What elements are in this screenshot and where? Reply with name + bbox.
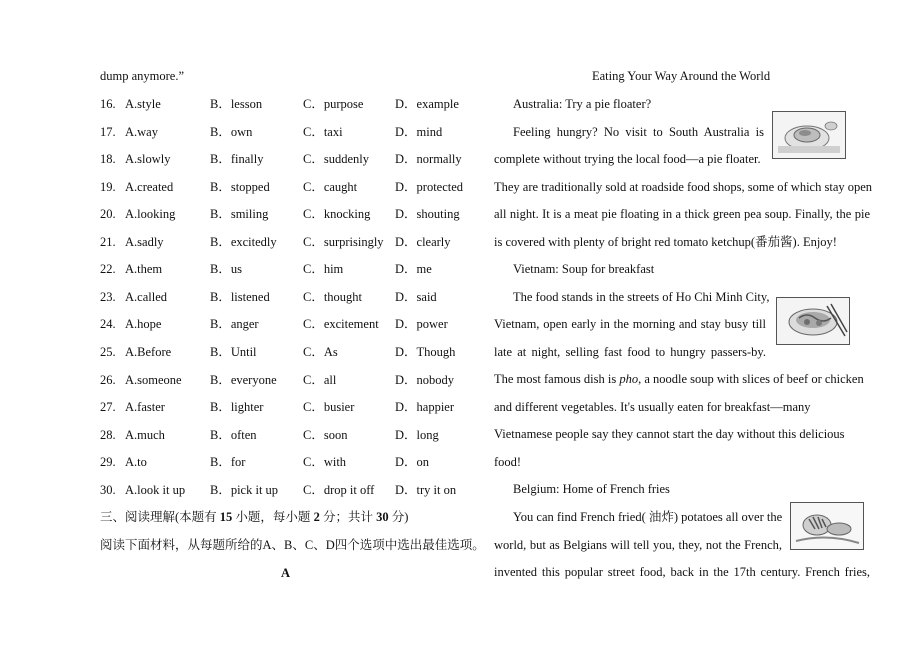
option-d: D．shouting: [395, 207, 460, 221]
body-line: Vietnamese people say they cannot start the day without this delicious: [494, 427, 845, 441]
question-number: 23.: [100, 290, 116, 304]
question-number: 17.: [100, 125, 116, 139]
body-line: Feeling hungry? No visit to South Australia is: [513, 125, 764, 139]
option-d: D．try it on: [395, 483, 457, 497]
option-a: A.style: [125, 97, 161, 111]
option-d: D．Though: [395, 345, 456, 359]
option-a: A.much: [125, 428, 165, 442]
question-number: 27.: [100, 400, 116, 414]
option-a: A.faster: [125, 400, 165, 414]
body-line: food!: [494, 455, 522, 469]
option-d: D．example: [395, 97, 459, 111]
option-b: B．Until: [210, 345, 257, 359]
option-c: C．purpose: [303, 97, 364, 111]
question-number: 30.: [100, 483, 116, 497]
option-a: A.Before: [125, 345, 172, 359]
option-c: C．suddenly: [303, 152, 369, 166]
question-number: 25.: [100, 345, 116, 359]
section-prefix: 三、阅读理解(本题有: [100, 510, 217, 524]
option-a: A.them: [125, 262, 163, 276]
option-c: C．excitement: [303, 317, 379, 331]
french-fries-image: [790, 502, 864, 550]
body-line: is covered with plenty of bright red tomato ketchup(番茄酱). Enjoy!: [494, 235, 837, 249]
belgium-heading: Belgium: Home of French fries: [513, 482, 670, 496]
section-heading: [100, 509, 408, 525]
question-number: 29.: [100, 455, 116, 469]
option-b: B．pick it up: [210, 483, 279, 497]
option-c: C．surprisingly: [303, 235, 384, 249]
option-d: D．power: [395, 317, 448, 331]
body-line: and different vegetables. It's usually eaten for breakfast—many: [494, 400, 811, 414]
body-line: You can find French fried( 油炸) potatoes all over the: [513, 510, 783, 524]
body-line: invented this popular street food, back in the 17th century. French fries,: [494, 565, 870, 579]
option-b: B．lighter: [210, 400, 264, 414]
section-points: 2: [313, 510, 320, 524]
pie-floater-icon: [773, 112, 845, 158]
option-a: A.look it up: [125, 483, 186, 497]
question-number: 16.: [100, 97, 116, 111]
option-c: C．with: [303, 455, 347, 469]
body-line: world, but as Belgians will tell you, they, not the French,: [494, 538, 782, 552]
option-b: B．everyone: [210, 373, 277, 387]
option-d: D．long: [395, 428, 439, 442]
option-d: D．on: [395, 455, 430, 469]
option-b: B．smiling: [210, 207, 269, 221]
body-line: The food stands in the streets of Ho Chi Minh City,: [513, 290, 770, 304]
question-number: 26.: [100, 373, 116, 387]
option-b: B．for: [210, 455, 246, 469]
body-line: complete without trying the local food—a pie floater.: [494, 152, 761, 166]
body-line: all night. It is a meat pie floating in a thick green pea soup. Finally, the pie: [494, 207, 870, 221]
option-c: C．all: [303, 373, 337, 387]
option-a: A.way: [125, 125, 158, 139]
section-mid1: 小题，每小题: [235, 510, 311, 524]
option-b: B．own: [210, 125, 253, 139]
section-suffix: 分): [391, 510, 409, 524]
question-number: 21.: [100, 235, 116, 249]
option-c: C．caught: [303, 180, 358, 194]
option-c: C．As: [303, 345, 338, 359]
question-number: 22.: [100, 262, 116, 276]
vietnam-heading: Vietnam: Soup for breakfast: [513, 262, 655, 276]
body-line: They are traditionally sold at roadside food shops, some of which stay open: [494, 180, 873, 194]
section-count: 15: [219, 510, 233, 524]
pho-image: [776, 297, 850, 345]
question-number: 28.: [100, 428, 116, 442]
option-b: B．anger: [210, 317, 259, 331]
option-c: C．knocking: [303, 207, 371, 221]
option-d: D．mind: [395, 125, 443, 139]
option-d: D．nobody: [395, 373, 455, 387]
option-c: C．thought: [303, 290, 363, 304]
option-d: D．said: [395, 290, 437, 304]
option-b: B．listened: [210, 290, 270, 304]
body-line: [494, 371, 870, 387]
option-c: C．busier: [303, 400, 355, 414]
part-label: A: [281, 566, 291, 580]
option-a: A.sadly: [125, 235, 164, 249]
option-c: C．him: [303, 262, 344, 276]
option-a: A.to: [125, 455, 147, 469]
option-b: B．finally: [210, 152, 264, 166]
option-d: D．clearly: [395, 235, 451, 249]
section-total: 30: [376, 510, 389, 524]
instruction-text: 阅读下面材料，从每题所给的A、B、C、D四个选项中选出最佳选项。: [100, 538, 485, 552]
option-d: D．normally: [395, 152, 462, 166]
body-line-part: , a noodle soup with slices of beef or chicken: [638, 372, 864, 386]
option-b: B．excitedly: [210, 235, 277, 249]
body-line-part: The most famous dish is: [494, 372, 620, 386]
pie-floater-image: [772, 111, 846, 159]
option-a: A.called: [125, 290, 167, 304]
question-number: 24.: [100, 317, 116, 331]
option-b: B．stopped: [210, 180, 270, 194]
body-line: late at night, selling fast food to hungry passers-by.: [494, 345, 766, 359]
passage-fragment: dump anymore.”: [100, 69, 185, 83]
option-c: C．drop it off: [303, 483, 375, 497]
option-a: A.created: [125, 180, 174, 194]
option-a: A.hope: [125, 317, 162, 331]
option-b: B．us: [210, 262, 242, 276]
option-d: D．happier: [395, 400, 455, 414]
australia-heading: Australia: Try a pie floater?: [513, 97, 652, 111]
body-line: Vietnam, open early in the morning and stay busy till: [494, 317, 766, 331]
option-a: A.someone: [125, 373, 182, 387]
option-b: B．often: [210, 428, 257, 442]
option-b: B．lesson: [210, 97, 263, 111]
article-title: Eating Your Way Around the World: [592, 69, 771, 83]
question-number: 18.: [100, 152, 116, 166]
section-mid2: 分；共计: [322, 510, 373, 524]
option-c: C．soon: [303, 428, 348, 442]
option-d: D．me: [395, 262, 432, 276]
noodle-soup-icon: [777, 298, 849, 344]
question-number: 20.: [100, 207, 116, 221]
question-number: 19.: [100, 180, 116, 194]
option-a: A.looking: [125, 207, 176, 221]
option-c: C．taxi: [303, 125, 343, 139]
option-d: D．protected: [395, 180, 464, 194]
pho-word: pho: [619, 372, 639, 386]
french-fries-icon: [791, 503, 863, 549]
option-a: A.slowly: [125, 152, 171, 166]
